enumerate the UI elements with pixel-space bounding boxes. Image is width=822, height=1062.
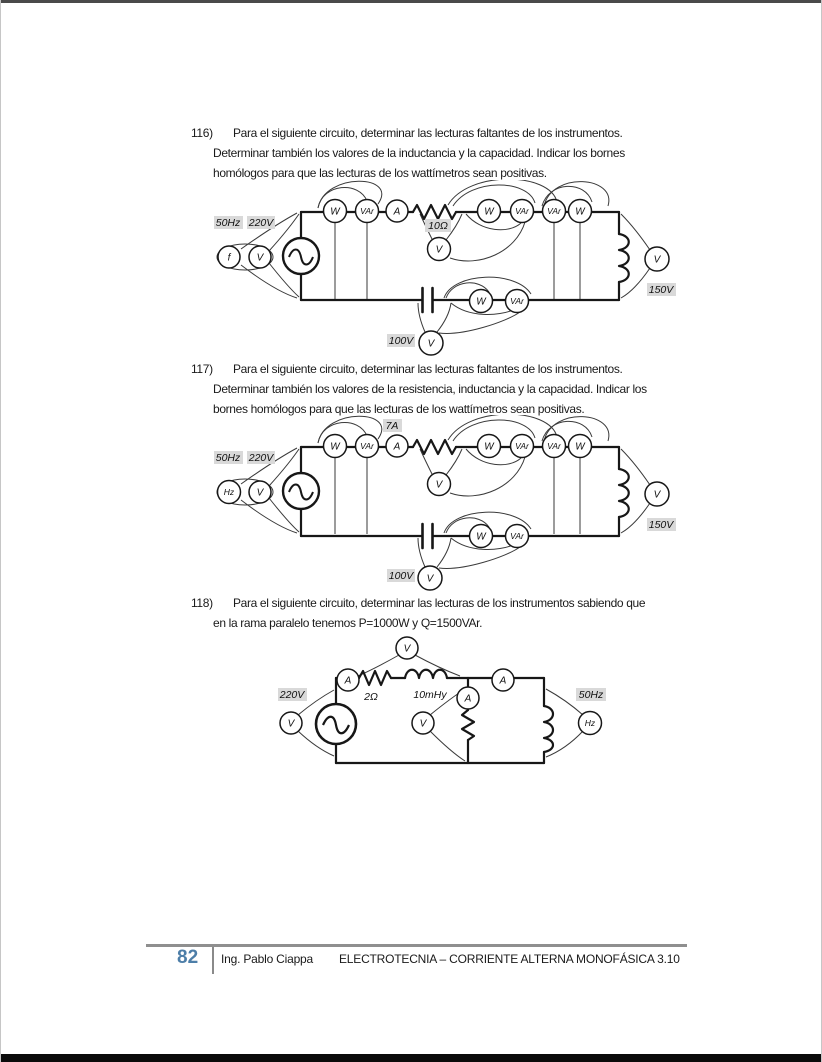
svg-text:VAr: VAr	[547, 206, 561, 216]
svg-text:W: W	[330, 441, 340, 453]
capacitor	[423, 288, 433, 312]
footer-author: Ing. Pablo Ciappa	[221, 952, 314, 966]
inductor	[619, 469, 629, 517]
svg-text:A: A	[393, 206, 401, 218]
svg-text:100V: 100V	[388, 570, 414, 582]
ammeter	[386, 435, 408, 457]
varmeter-1	[356, 200, 379, 223]
svg-text:10Ω: 10Ω	[428, 220, 448, 232]
frequency-meter	[579, 712, 602, 735]
frequency-meter	[218, 481, 241, 504]
svg-text:VAr: VAr	[547, 441, 561, 451]
resistor	[359, 671, 391, 685]
svg-text:VAr: VAr	[515, 441, 529, 451]
wattmeter-4	[470, 290, 493, 313]
svg-text:Hz: Hz	[223, 487, 235, 497]
circuit-diagram-116	[201, 180, 701, 360]
svg-text:A: A	[344, 675, 352, 687]
ammeter-1	[337, 669, 359, 691]
svg-text:100V: 100V	[388, 335, 414, 347]
label-source-voltage	[278, 688, 307, 701]
svg-text:V: V	[287, 718, 295, 730]
varmeter-3	[543, 435, 566, 458]
inductor	[405, 670, 447, 678]
svg-text:W: W	[484, 441, 494, 453]
label-load-voltage	[647, 283, 676, 296]
exercise-116-line1: Para el siguiente circuito, determinar las lecturas faltantes de los instrumentos.	[233, 126, 623, 140]
svg-text:V: V	[403, 643, 411, 655]
ammeter	[386, 200, 408, 222]
svg-text:2Ω: 2Ω	[364, 691, 378, 703]
footer-divider	[212, 947, 214, 974]
inductor	[619, 234, 629, 282]
svg-text:V: V	[653, 489, 661, 501]
wattmeter-2	[478, 435, 501, 458]
voltmeter-parallel	[412, 712, 434, 734]
voltmeter-load	[645, 247, 669, 271]
label-frequency	[214, 216, 243, 229]
svg-text:f: f	[227, 252, 231, 264]
voltmeter-resistor	[428, 473, 451, 496]
svg-text:220V: 220V	[279, 689, 305, 701]
circuit-diagram-118	[256, 630, 666, 780]
label-frequency	[214, 451, 243, 464]
varmeter-1	[356, 435, 379, 458]
circuit-wires	[336, 670, 553, 763]
label-current	[383, 419, 402, 432]
resistor	[413, 205, 456, 219]
ac-source-icon	[283, 473, 319, 509]
svg-text:Hz: Hz	[584, 718, 596, 728]
voltmeter-capacitor	[418, 566, 442, 590]
wattmeter-2	[478, 200, 501, 223]
ac-source-icon	[283, 238, 319, 274]
svg-text:7A: 7A	[385, 420, 399, 432]
wattmeter-1	[324, 435, 347, 458]
exercise-118-line1: Para el siguiente circuito, determinar las lecturas de los instrumentos sabiendo que	[233, 596, 646, 610]
varmeter-4	[506, 290, 529, 313]
label-cap-voltage	[387, 569, 415, 582]
varmeter-4	[506, 525, 529, 548]
page-top-border	[1, 0, 821, 3]
svg-text:A: A	[464, 693, 472, 705]
svg-text:V: V	[426, 573, 434, 585]
svg-text:V: V	[256, 487, 264, 499]
svg-text:A: A	[393, 441, 401, 453]
voltmeter-load	[645, 482, 669, 506]
wattmeter-4	[470, 525, 493, 548]
frequency-meter	[218, 246, 240, 268]
svg-text:50Hz: 50Hz	[215, 452, 241, 464]
svg-text:W: W	[575, 441, 585, 453]
load-inductor	[544, 706, 553, 752]
voltmeter-series	[396, 637, 418, 659]
svg-text:W: W	[330, 206, 340, 218]
exercise-118-number: 118)	[191, 596, 213, 610]
svg-text:W: W	[476, 531, 486, 543]
svg-text:V: V	[653, 254, 661, 266]
exercise-117-line1: Para el siguiente circuito, determinar las lecturas faltantes de los instrumentos.	[233, 362, 623, 376]
svg-text:W: W	[484, 206, 494, 218]
ac-source-icon	[316, 704, 356, 744]
label-source-voltage	[247, 451, 275, 464]
svg-text:V: V	[256, 252, 264, 264]
svg-text:150V: 150V	[648, 519, 674, 531]
svg-text:220V: 220V	[248, 452, 274, 464]
svg-text:VAr: VAr	[360, 441, 374, 451]
svg-text:VAr: VAr	[510, 296, 524, 306]
svg-text:VAr: VAr	[360, 206, 374, 216]
svg-text:220V: 220V	[248, 217, 274, 229]
label-cap-voltage	[387, 334, 415, 347]
ammeter-2	[457, 687, 479, 709]
svg-text:50Hz: 50Hz	[578, 689, 604, 701]
svg-text:V: V	[435, 479, 443, 491]
label-inductor-value	[413, 689, 447, 701]
voltmeter-resistor	[428, 238, 451, 261]
voltmeter-capacitor	[419, 331, 443, 355]
svg-text:A: A	[499, 675, 507, 687]
label-frequency	[576, 688, 606, 701]
varmeter-2	[511, 200, 534, 223]
svg-text:V: V	[427, 338, 435, 350]
svg-text:VAr: VAr	[515, 206, 529, 216]
svg-text:VAr: VAr	[510, 531, 524, 541]
label-resistor-value	[425, 219, 451, 232]
wattmeter-3	[569, 200, 592, 223]
exercise-116-line3: homólogos para que las lecturas de los wattímetros sean positivas.	[213, 166, 547, 180]
svg-text:50Hz: 50Hz	[215, 217, 241, 229]
ammeter-3	[492, 669, 514, 691]
resistor	[413, 440, 456, 454]
parallel-resistor	[462, 710, 474, 740]
varmeter-3	[543, 200, 566, 223]
wattmeter-3	[569, 435, 592, 458]
voltmeter-source	[280, 712, 302, 734]
varmeter-2	[511, 435, 534, 458]
circuit-diagram-117	[201, 415, 701, 600]
label-source-voltage	[247, 216, 275, 229]
svg-text:10mHy: 10mHy	[413, 689, 447, 701]
exercise-116-line2: Determinar también los valores de la inductancia y la capacidad. Indicar los bornes	[213, 146, 625, 160]
svg-text:W: W	[575, 206, 585, 218]
exercise-117-line3: bornes homólogos para que las lecturas de los wattímetros sean positivas.	[213, 402, 585, 416]
footer-rule	[146, 944, 687, 947]
voltmeter-source	[249, 246, 271, 268]
exercise-118-line2: en la rama paralelo tenemos P=1000W y Q=1500VAr.	[213, 616, 483, 630]
voltmeter-source	[249, 481, 271, 503]
capacitor	[423, 524, 433, 548]
exercise-117-line2: Determinar también los valores de la resistencia, inductancia y la capacidad. Indicar los	[213, 382, 647, 396]
svg-text:V: V	[419, 718, 427, 730]
page-bottom-border	[1, 1054, 821, 1062]
exercise-116-number: 116)	[191, 126, 213, 140]
svg-text:W: W	[476, 296, 486, 308]
label-load-voltage	[647, 518, 676, 531]
wattmeter-1	[324, 200, 347, 223]
svg-text:V: V	[435, 244, 443, 256]
page-number: 82	[177, 947, 199, 968]
exercise-117-number: 117)	[191, 362, 213, 376]
footer-book-title: ELECTROTECNIA – CORRIENTE ALTERNA MONOFÁSICA 3.10	[339, 952, 680, 966]
svg-text:150V: 150V	[648, 284, 674, 296]
label-resistor-value	[363, 691, 378, 703]
